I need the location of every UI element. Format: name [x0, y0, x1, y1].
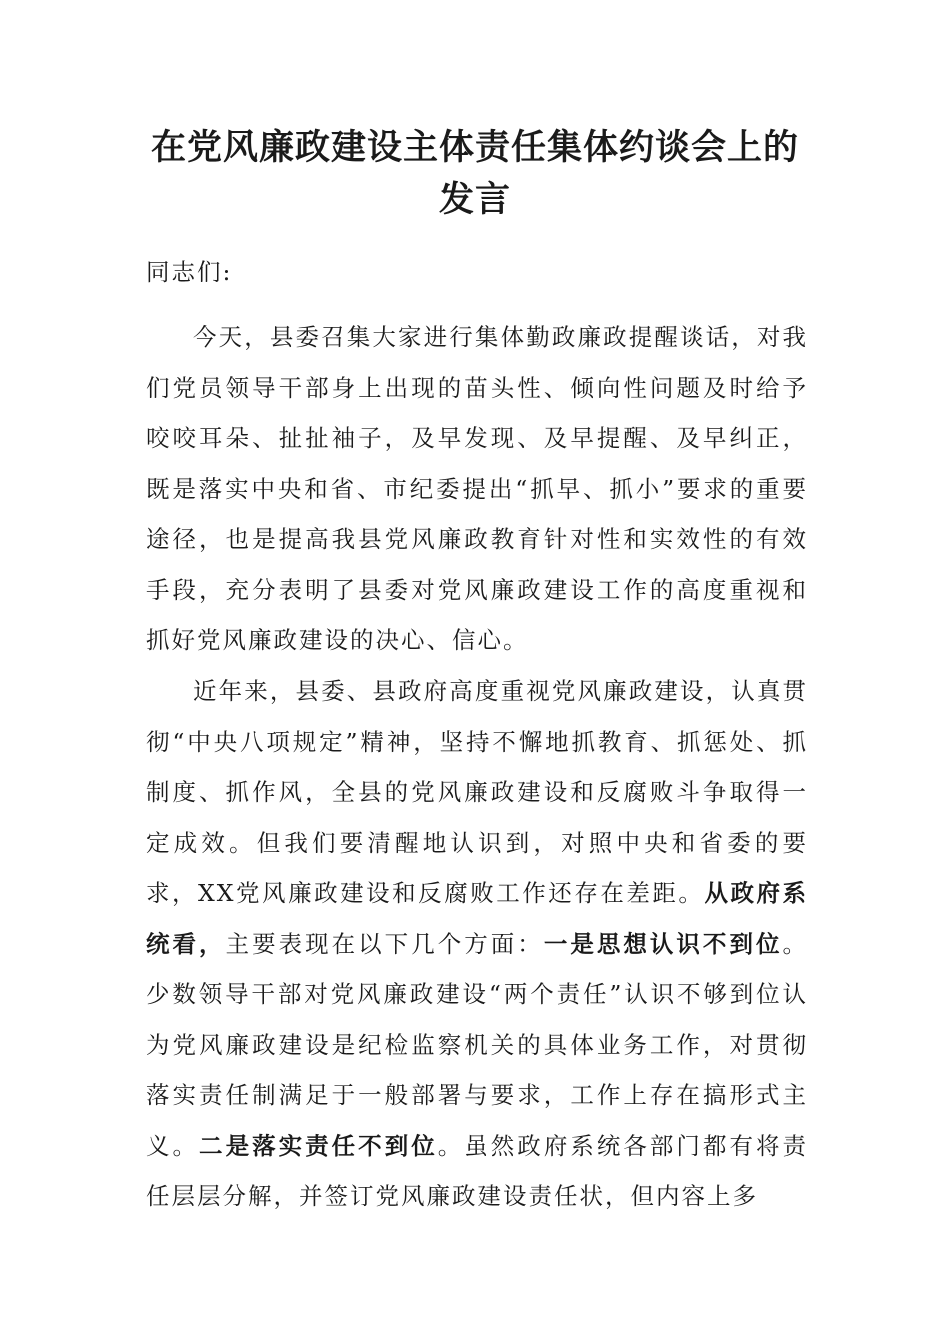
- paragraph-problems: [146, 666, 808, 1222]
- bold-heading-government: 从政府系统看，: [146, 879, 809, 958]
- bold-point-one: 一是思想认识不到位: [543, 929, 783, 958]
- paragraph-problems-text: 。虽然政府系统各部门都有将责任层层分解，并签订党风廉政建设责任状，但内容上多: [146, 1131, 809, 1210]
- paragraph-problems-text: 。少数领导干部对党风廉政建设“两个责任”认识不够到位认为党风廉政建设是纪检监察机关的具体业务工作，对贯彻落实责任制满足于一般部署与要求，工作上存在搞形式主义。: [146, 929, 808, 1160]
- paragraph-problems-text: 近年来，县委、县政府高度重视党风廉政建设，认真贯彻“中央八项规定”精神，坚持不懈地抓教育、抓惩处、抓制度、抓作风，全县的党风廉政建设和反腐败斗争取得一定成效。但我们要清醒地认识到，对照中央和省委的要求，XX党风廉政建设和反腐败工作还存在差距。: [146, 677, 808, 907]
- salutation: 同志们:: [146, 258, 233, 286]
- document-title: 在党风廉政建设主体责任集体约谈会上的发言: [150, 127, 799, 220]
- bold-point-two: 二是落实责任不到位: [199, 1131, 438, 1160]
- paragraph-problems-text: 主要表现在以下几个方面：: [225, 929, 544, 958]
- paragraph-intro: 今天，县委召集大家进行集体勤政廉政提醒谈话，对我们党员领导干部身上出现的苗头性、倾向性问题及时给予咬咬耳朵、扯扯袖子，及早发现、及早提醒、及早纠正，既是落实中央和省、市纪委提出“抓早、抓小”要求的重要途径，也是提高我县党风廉政教育针对性和实效性的有效手段，充分表明了县委对党风廉政建设工作的高度重视和抓好党风廉政建设的决心、信心。: [146, 323, 808, 654]
